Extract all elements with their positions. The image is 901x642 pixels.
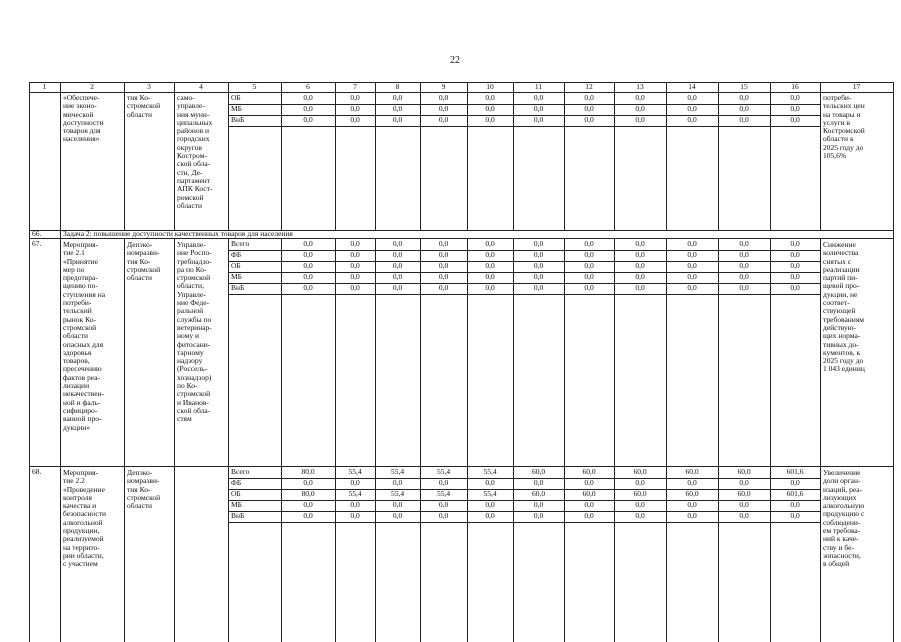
row-cont-value: 0,0: [739, 115, 749, 124]
row-cont-value: 0,0: [687, 93, 697, 102]
row-68-value: 0,0: [533, 500, 544, 509]
row-cont-value: 0,0: [438, 93, 449, 102]
row-68-value: 0,0: [584, 478, 594, 487]
row-68-value: 0,0: [533, 511, 544, 520]
row-68-value: 601,6: [786, 467, 804, 476]
table-border-vertical: [770, 238, 771, 642]
row-67-value: 0,0: [739, 283, 749, 292]
row-68-value: 55,4: [483, 489, 497, 498]
table-border-vertical: [335, 238, 336, 642]
table-border-vertical: [60, 238, 61, 642]
row-67-value: 0,0: [687, 283, 697, 292]
row-67-value: 0,0: [392, 272, 403, 281]
subrow-border: [228, 126, 820, 127]
table-border-vertical: [614, 238, 615, 642]
row-67-value: 0,0: [303, 283, 313, 292]
row-68-value: 0,0: [392, 511, 403, 520]
subrow-border: [228, 522, 820, 523]
table-border-vertical: [60, 82, 61, 230]
row-67-value: 0,0: [584, 239, 594, 248]
column-header: 8: [395, 82, 400, 91]
row-67-value: 0,0: [533, 250, 544, 259]
row-68-value: 0,0: [739, 478, 749, 487]
row-68-value: 0,0: [533, 478, 544, 487]
row-68-value: 0,0: [687, 478, 697, 487]
row-67-source: ФБ: [231, 250, 242, 259]
row-68-value: 0,0: [350, 500, 360, 509]
row-68-value: 0,0: [687, 500, 697, 509]
row-68-value: 0,0: [392, 500, 403, 509]
table-border-vertical: [820, 82, 821, 230]
row-67-value: 0,0: [635, 250, 645, 259]
table-border-vertical: [228, 238, 229, 642]
row-cont-value: 0,0: [635, 93, 645, 102]
column-header: 14: [688, 82, 696, 91]
row-66-number: 66.: [32, 229, 42, 238]
row-cont-value: 0,0: [790, 104, 800, 113]
row-68-value: 55,4: [483, 467, 497, 476]
table-border-vertical: [124, 82, 125, 230]
row-cont-value: 0,0: [533, 115, 544, 124]
row-67-value: 0,0: [739, 239, 749, 248]
row-68-value: 55,4: [390, 489, 405, 498]
row-68-source: ВнБ: [231, 511, 245, 520]
row-68-value: 80,0: [301, 489, 315, 498]
row-67-value: 0,0: [790, 250, 800, 259]
row-67-value: 0,0: [533, 272, 544, 281]
table-border-vertical: [718, 238, 719, 642]
row-cont-value: 0,0: [438, 104, 449, 113]
column-header: 6: [306, 82, 310, 91]
row-68-value: 60,0: [685, 467, 699, 476]
row-cont-value: 0,0: [350, 93, 360, 102]
column-header: 3: [147, 82, 151, 91]
row-67-value: 0,0: [350, 239, 360, 248]
row-67-value: 0,0: [584, 283, 594, 292]
row-67-value: 0,0: [739, 250, 749, 259]
column-header: 5: [252, 82, 257, 91]
data-table: [29, 82, 893, 642]
row-67-value: 0,0: [533, 283, 544, 292]
row-67-value: 0,0: [533, 261, 544, 270]
row-68-value: 0,0: [392, 478, 403, 487]
row-67-value: 0,0: [303, 239, 313, 248]
row-67-executor: Депэко- номразви- тия Ко- стромской области: [127, 240, 161, 283]
row-cont-value: 0,0: [533, 104, 544, 113]
row-cont-result: потреби- тельских цен на товары и услуги в Костромской области к 2025 году до 105,6%: [823, 93, 865, 161]
row-cont-value: 0,0: [790, 93, 800, 102]
row-68-value: 55,4: [390, 467, 405, 476]
row-68-value: 80,0: [301, 467, 315, 476]
row-cont-source: МБ: [231, 104, 242, 113]
row-67-source: ВнБ: [231, 283, 245, 292]
row-cont-value: 0,0: [485, 115, 495, 124]
row-cont-value: 0,0: [303, 104, 313, 113]
row-68-value: 0,0: [485, 478, 495, 487]
column-header: 15: [740, 82, 748, 91]
row-68-name: Мероприя- тие 2.2 «Проведение контроля качества и безопасности алкогольной продукции, реализуемой на террито- рии области, с участием: [63, 468, 107, 569]
row-67-value: 0,0: [392, 283, 403, 292]
row-68-value: 0,0: [635, 478, 645, 487]
row-67-source: Всего: [231, 239, 250, 248]
row-68-value: 0,0: [438, 478, 449, 487]
row-68-source: МБ: [231, 500, 242, 509]
row-cont-value: 0,0: [687, 104, 697, 113]
row-68-value: 60,0: [531, 489, 546, 498]
row-67-value: 0,0: [350, 283, 360, 292]
row-68-value: 60,0: [633, 467, 647, 476]
row-68-value: 60,0: [685, 489, 699, 498]
row-67-name: Мероприя- тие 2.1 «Принятие мер по предотвра- щению по- ступления на потреби- тельский рынок Ко- стромской области опасных для здоровья товаров, пресечению фактов реа- лизации некачествен- ной и фаль- сифициро- ванной про- дукции»: [63, 240, 106, 432]
row-67-value: 0,0: [438, 272, 449, 281]
row-67-value: 0,0: [687, 272, 697, 281]
row-68-value: 0,0: [303, 500, 313, 509]
row-cont-value: 0,0: [635, 104, 645, 113]
row-68-value: 0,0: [790, 500, 800, 509]
row-68-value: 60,0: [531, 467, 546, 476]
row-67-source: МБ: [231, 272, 242, 281]
row-67-value: 0,0: [350, 250, 360, 259]
row-68-value: 0,0: [438, 511, 449, 520]
row-67-coexecutor: Управле- ние Роспо- требнадзо- ра по Ко- стромской области, Управле- ние Феде- ральной службы по ветеринар- ному и фитосани- тарному надзору (Россель- хознадзор) по Ко- стромской и Иванов- ской обла- стям: [177, 240, 212, 424]
row-68-result: Увеличение доли орган- изаций, реа- лизующих алкогольную продукцию с соблюдени- ем требова- ний к каче- ству и бе- зопасности, в общей: [823, 468, 865, 569]
row-cont-value: 0,0: [392, 115, 403, 124]
row-67-result: Снижение количества снятых с реализации партий пи- щевой про- дукции, не соответ- ствующей требованиям действую- щих норма- тивных до- кументов, к 2025 году до 1 043 единиц: [823, 240, 865, 374]
row-68-value: 60,0: [633, 489, 647, 498]
row-67-value: 0,0: [635, 239, 645, 248]
row-cont-value: 0,0: [303, 115, 313, 124]
row-68-value: 601,6: [786, 489, 804, 498]
row-67-value: 0,0: [790, 283, 800, 292]
row-cont-value: 0,0: [635, 115, 645, 124]
row-67-value: 0,0: [739, 272, 749, 281]
table-border-vertical: [420, 238, 421, 642]
row-cont-value: 0,0: [350, 115, 360, 124]
row-67-value: 0,0: [438, 261, 449, 270]
row-67-value: 0,0: [438, 283, 449, 292]
column-header: 12: [585, 82, 593, 91]
row-68-source: ОБ: [231, 489, 241, 498]
row-cont-value: 0,0: [790, 115, 800, 124]
row-67-value: 0,0: [485, 239, 495, 248]
row-68-value: 0,0: [739, 500, 749, 509]
row-67-value: 0,0: [635, 283, 645, 292]
row-67-value: 0,0: [485, 283, 495, 292]
column-header: 2: [90, 82, 94, 91]
table-border-vertical: [666, 238, 667, 642]
row-67-value: 0,0: [438, 250, 449, 259]
column-header: 4: [199, 82, 203, 91]
table-border-vertical: [467, 238, 468, 642]
row-68-value: 0,0: [303, 478, 313, 487]
row-68-value: 60,0: [737, 467, 751, 476]
row-67-value: 0,0: [635, 261, 645, 270]
row-67-value: 0,0: [485, 272, 495, 281]
row-68-value: 0,0: [485, 500, 495, 509]
row-68-source: ФБ: [231, 478, 242, 487]
row-67-number: 67.: [32, 239, 42, 248]
column-header: 9: [441, 82, 446, 91]
row-67-value: 0,0: [687, 239, 697, 248]
column-header: 1: [42, 82, 47, 91]
row-cont-value: 0,0: [584, 115, 594, 124]
row-cont-source: ОБ: [231, 93, 241, 102]
table-border-vertical: [375, 238, 376, 642]
row-cont-value: 0,0: [392, 93, 403, 102]
table-border-vertical: [29, 82, 30, 642]
row-67-value: 0,0: [739, 261, 749, 270]
row-67-value: 0,0: [533, 239, 544, 248]
row-68-source: Всего: [231, 467, 250, 476]
row-67-value: 0,0: [584, 261, 594, 270]
table-border-vertical: [513, 238, 514, 642]
row-67-value: 0,0: [392, 239, 403, 248]
subrow-border: [228, 294, 820, 295]
row-cont-value: 0,0: [392, 104, 403, 113]
row-68-value: 55,4: [436, 467, 451, 476]
row-67-value: 0,0: [485, 261, 495, 270]
row-cont-value: 0,0: [485, 93, 495, 102]
row-cont-value: 0,0: [303, 93, 313, 102]
row-67-value: 0,0: [584, 272, 594, 281]
table-border-vertical: [820, 238, 821, 642]
table-border-vertical: [60, 230, 61, 238]
row-cont-value: 0,0: [350, 104, 360, 113]
row-67-source: ОБ: [231, 261, 241, 270]
row-67-value: 0,0: [584, 250, 594, 259]
row-68-value: 0,0: [350, 478, 360, 487]
row-68-value: 55,4: [348, 489, 362, 498]
row-cont-value: 0,0: [584, 93, 594, 102]
row-67-value: 0,0: [303, 250, 313, 259]
row-68-value: 0,0: [350, 511, 360, 520]
row-67-value: 0,0: [687, 250, 697, 259]
row-68-value: 0,0: [584, 511, 594, 520]
row-68-value: 0,0: [687, 511, 697, 520]
row-67-value: 0,0: [392, 250, 403, 259]
column-header: 16: [791, 82, 799, 91]
row-68-value: 0,0: [635, 511, 645, 520]
row-68-executor: Депэко- номразви- тия Ко- стромской области: [127, 468, 161, 511]
row-67-value: 0,0: [350, 261, 360, 270]
row-68-value: 55,4: [436, 489, 451, 498]
row-67-value: 0,0: [392, 261, 403, 270]
column-header: 13: [636, 82, 644, 91]
row-67-value: 0,0: [303, 272, 313, 281]
column-header: 10: [486, 82, 494, 91]
row-67-value: 0,0: [438, 239, 449, 248]
row-67-value: 0,0: [790, 261, 800, 270]
column-header: 11: [534, 82, 543, 91]
row-68-value: 0,0: [485, 511, 495, 520]
row-cont-value: 0,0: [687, 115, 697, 124]
table-border-vertical: [124, 238, 125, 642]
table-border-vertical: [564, 238, 565, 642]
row-cont-source: ВнБ: [231, 115, 245, 124]
row-68-value: 60,0: [582, 467, 596, 476]
row-68-number: 68.: [32, 467, 42, 476]
row-68-value: 0,0: [584, 500, 594, 509]
column-header: 7: [353, 82, 357, 91]
row-68-value: 0,0: [739, 511, 749, 520]
row-cont-executor: тия Ко- стромской области: [127, 93, 161, 119]
row-67-value: 0,0: [790, 272, 800, 281]
row-68-value: 0,0: [790, 511, 800, 520]
row-cont-name: «Обеспече- ние эконо- мической доступности товаров для населения»: [63, 93, 104, 144]
column-header: 17: [852, 82, 861, 91]
table-border-vertical: [893, 82, 894, 642]
page-number: 22: [450, 55, 460, 66]
row-cont-value: 0,0: [533, 93, 544, 102]
row-67-value: 0,0: [350, 272, 360, 281]
row-68-value: 60,0: [582, 489, 596, 498]
table-border-vertical: [174, 82, 175, 230]
row-67-value: 0,0: [303, 261, 313, 270]
row-cont-value: 0,0: [584, 104, 594, 113]
table-border-vertical: [281, 238, 282, 642]
row-cont-value: 0,0: [438, 115, 449, 124]
row-67-value: 0,0: [687, 261, 697, 270]
row-67-value: 0,0: [635, 272, 645, 281]
row-68-value: 55,4: [348, 467, 362, 476]
row-68-value: 0,0: [790, 478, 800, 487]
row-cont-value: 0,0: [739, 104, 749, 113]
row-cont-value: 0,0: [739, 93, 749, 102]
row-68-value: 0,0: [438, 500, 449, 509]
row-cont-value: 0,0: [485, 104, 495, 113]
row-67-value: 0,0: [485, 250, 495, 259]
row-68-value: 0,0: [635, 500, 645, 509]
row-cont-coexecutor: само- управле- ния муни- ципальных районов и городских округов Костром- ской обла- сти, Де- партамент АПК Кост- ромской области: [177, 93, 213, 210]
row-68-value: 0,0: [303, 511, 313, 520]
row-67-value: 0,0: [790, 239, 800, 248]
table-border-vertical: [174, 238, 175, 642]
row-68-value: 60,0: [737, 489, 751, 498]
row-66-task: Задача 2: повышение доступности качественных товаров для населения: [63, 228, 293, 238]
